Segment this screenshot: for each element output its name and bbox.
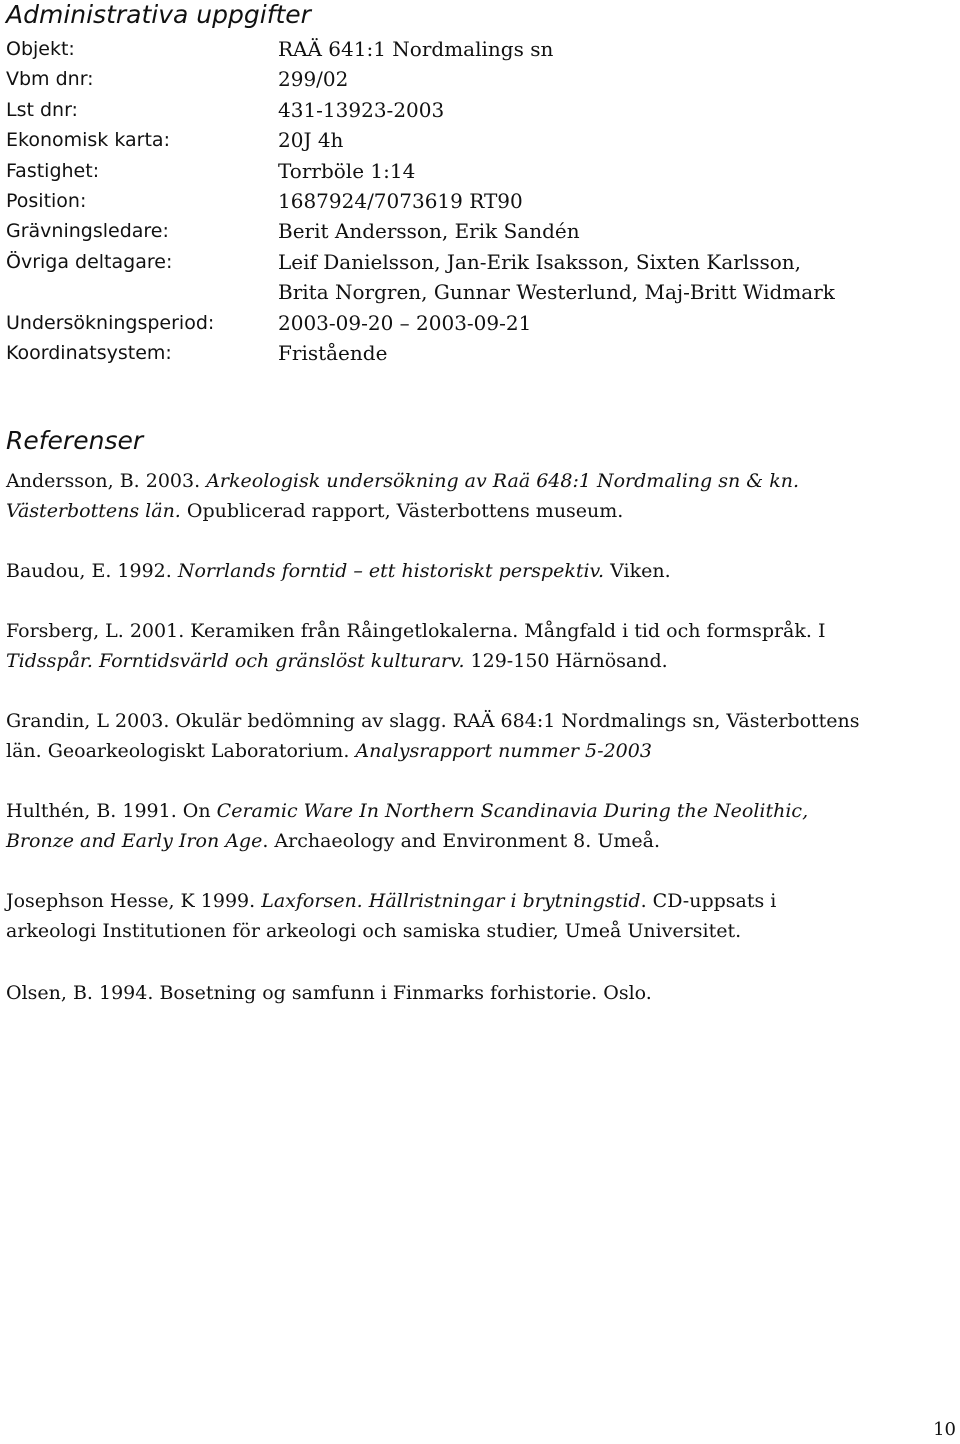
admin-value: Torrböle 1:14 xyxy=(278,158,416,183)
admin-value: Leif Danielsson, Jan-Erik Isaksson, Sixten Karlsson, xyxy=(278,249,802,274)
reference-title: Västerbottens län. xyxy=(6,500,181,522)
reference-text: Josephson Hesse, K 1999. xyxy=(6,890,262,912)
admin-value: 2003-09-20 – 2003-09-21 xyxy=(278,310,532,335)
admin-value: Berit Andersson, Erik Sandén xyxy=(278,219,580,244)
admin-row xyxy=(6,216,956,246)
admin-label: Objekt: xyxy=(6,38,75,60)
admin-label: Vbm dnr: xyxy=(6,68,94,91)
admin-row xyxy=(6,338,956,368)
admin-label: Ekonomisk karta: xyxy=(6,129,170,152)
admin-label: Lst dnr: xyxy=(6,98,78,121)
reference-text: . CD-uppsats i xyxy=(640,890,777,912)
reference-text: arkeologi Institutionen för arkeologi och samiska studier, Umeå Universitet. xyxy=(6,920,742,942)
admin-label: Fastighet: xyxy=(6,159,100,182)
admin-value: Fristående xyxy=(278,341,388,365)
admin-label: Position: xyxy=(6,190,87,212)
page-number: 10 xyxy=(933,1419,956,1440)
reference-item xyxy=(6,886,952,946)
reference-item xyxy=(6,706,952,766)
reference-title: Bronze and Early Iron Age xyxy=(6,830,263,852)
admin-row xyxy=(6,64,956,94)
reference-title: Ceramic Ware In Northern Scandinavia During the Neolithic, xyxy=(216,800,809,822)
admin-label: Grävningsledare: xyxy=(6,220,169,243)
reference-text: . Archaeology and Environment 8. Umeå. xyxy=(262,830,660,852)
admin-value: RAÄ 641:1 Nordmalings sn xyxy=(278,37,554,61)
reference-text: Viken. xyxy=(604,560,671,582)
admin-row xyxy=(6,277,956,307)
reference-text: Andersson, B. 2003. xyxy=(6,470,207,492)
reference-item xyxy=(6,978,952,1008)
admin-label: Koordinatsystem: xyxy=(6,342,172,364)
reference-text: Grandin, L 2003. Okulär bedömning av slagg. RAÄ 684:1 Nordmalings sn, Västerbottens xyxy=(6,710,860,732)
reference-item xyxy=(6,796,952,856)
reference-text: 129-150 Härnösand. xyxy=(464,650,668,672)
admin-row xyxy=(6,186,956,216)
reference-title: Laxforsen. Hällristningar i brytningstid xyxy=(261,890,641,912)
admin-row xyxy=(6,156,956,186)
admin-value: Brita Norgren, Gunnar Westerlund, Maj-Britt Widmark xyxy=(278,280,835,305)
admin-value: 20J 4h xyxy=(278,128,344,153)
admin-value: 1687924/7073619 RT90 xyxy=(278,189,523,213)
admin-row xyxy=(6,308,956,338)
reference-text: Opublicerad rapport, Västerbottens museum. xyxy=(180,500,624,522)
admin-label: Övriga deltagare: xyxy=(6,250,173,273)
reference-title: Tidsspår. Forntidsvärld och gränslöst kulturarv. xyxy=(6,650,465,672)
references-heading: Referenser xyxy=(6,426,144,455)
admin-row xyxy=(6,34,956,64)
reference-text: Baudou, E. 1992. xyxy=(6,560,178,582)
admin-label: Undersökningsperiod: xyxy=(6,311,215,334)
reference-title: Norrlands forntid – ett historiskt perspektiv. xyxy=(177,560,605,582)
reference-text: län. Geoarkeologiskt Laboratorium. xyxy=(6,740,356,762)
reference-title: Analysrapport nummer 5-2003 xyxy=(355,740,652,762)
reference-text: Olsen, B. 1994. Bosetning og samfunn i Finmarks forhistorie. Oslo. xyxy=(6,982,652,1004)
reference-text: Hulthén, B. 1991. On xyxy=(6,800,217,822)
admin-row xyxy=(6,125,956,155)
reference-item xyxy=(6,556,952,586)
reference-text: Forsberg, L. 2001. Keramiken från Råingetlokalerna. Mångfald i tid och formspråk. I xyxy=(6,620,826,642)
admin-row xyxy=(6,95,956,125)
reference-item xyxy=(6,616,952,676)
reference-item xyxy=(6,466,952,526)
admin-value: 299/02 xyxy=(278,67,349,92)
admin-row xyxy=(6,247,956,277)
admin-value: 431-13923-2003 xyxy=(278,97,445,122)
admin-heading: Administrativa uppgifter xyxy=(6,0,311,29)
reference-title: Arkeologisk undersökning av Raä 648:1 Nordmaling sn & kn. xyxy=(206,470,800,492)
